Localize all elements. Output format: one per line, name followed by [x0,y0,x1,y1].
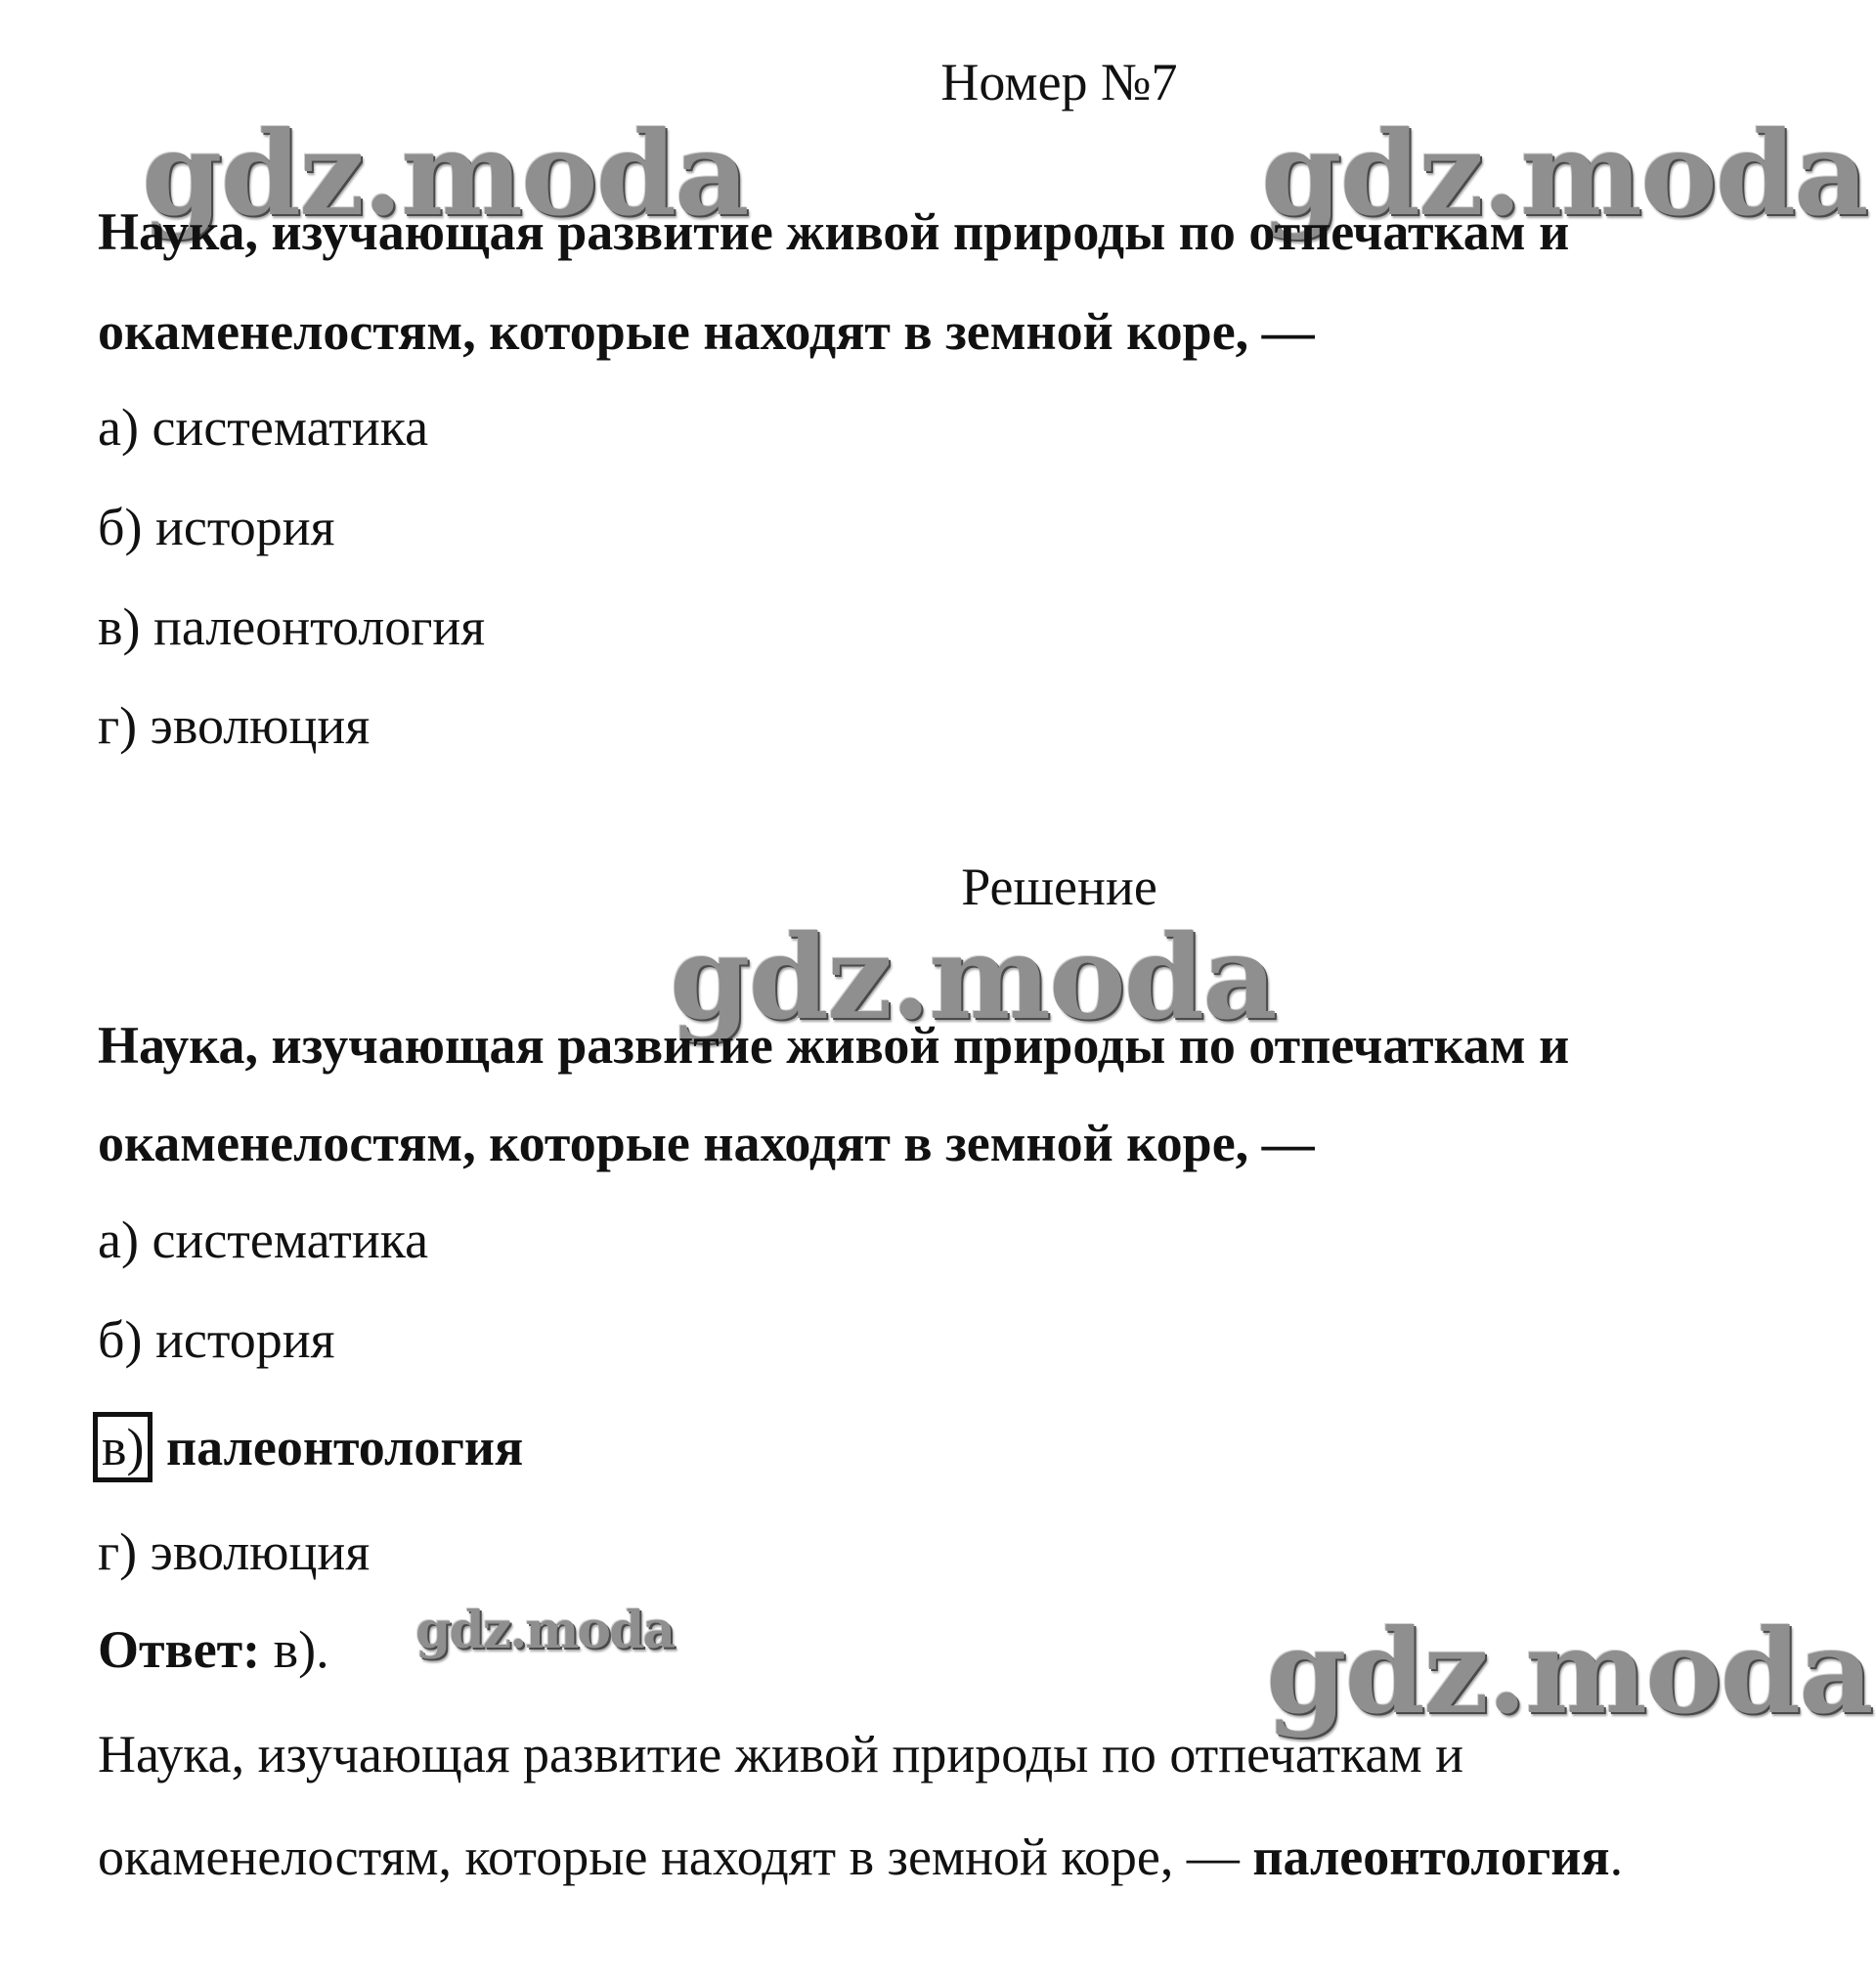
option-marker: а) [98,398,139,457]
problem-title: Номер №7 [940,53,1178,111]
option-marker: г) [98,696,138,755]
solution-option-b [98,1308,334,1371]
solution-option-c-selected [98,1412,523,1482]
answer-value: в). [273,1620,329,1679]
question-option-b [98,496,334,558]
watermark-logo: gdz.moda [415,1601,675,1660]
selected-option-marker-box: в) [93,1412,153,1482]
option-text: палеонтология [153,597,486,656]
answer-line [98,1618,329,1681]
question-text-line2: окаменелостям, которые находят в земной коре, — [98,302,1315,361]
question-option-a [98,396,428,459]
option-text: палеонтология [165,1418,524,1476]
watermark-logo: gdz.moda [142,106,748,242]
option-text: систематика [152,1211,429,1269]
option-marker: б) [98,1310,143,1369]
explanation-answer-term: палеонтология [1252,1828,1610,1886]
option-text: систематика [152,398,429,457]
question-option-c [98,595,485,658]
explanation-line2 [98,1826,1623,1888]
watermark-logo: gdz.moda [670,909,1276,1045]
explanation-line1: Наука, изучающая развитие живой природы по отпечаткам и [98,1725,1464,1784]
watermark-logo: gdz.moda [1266,1604,1872,1740]
answer-label: Ответ: [98,1620,261,1679]
option-marker: г) [98,1522,138,1581]
solution-option-a [98,1209,428,1271]
solution-text-line1: Наука, изучающая развитие живой природы по отпечаткам и [98,1016,1570,1075]
option-text: история [154,1310,335,1369]
option-marker: в) [98,597,141,656]
option-marker: б) [98,498,143,556]
option-text: история [154,498,335,556]
explanation-text: окаменелостям, которые находят в земной коре, — [98,1828,1240,1886]
option-text: эволюция [150,1522,371,1581]
solution-title: Решение [961,858,1157,916]
solution-option-d [98,1520,370,1583]
question-option-d [98,694,370,757]
option-text: эволюция [150,696,371,755]
solution-text-line2: окаменелостям, которые находят в земной коре, — [98,1114,1315,1172]
watermark-logo: gdz.moda [1261,106,1867,242]
question-text-line1: Наука, изучающая развитие живой природы по отпечаткам и [98,202,1570,261]
explanation-period: . [1609,1828,1624,1886]
option-marker: а) [98,1211,139,1269]
